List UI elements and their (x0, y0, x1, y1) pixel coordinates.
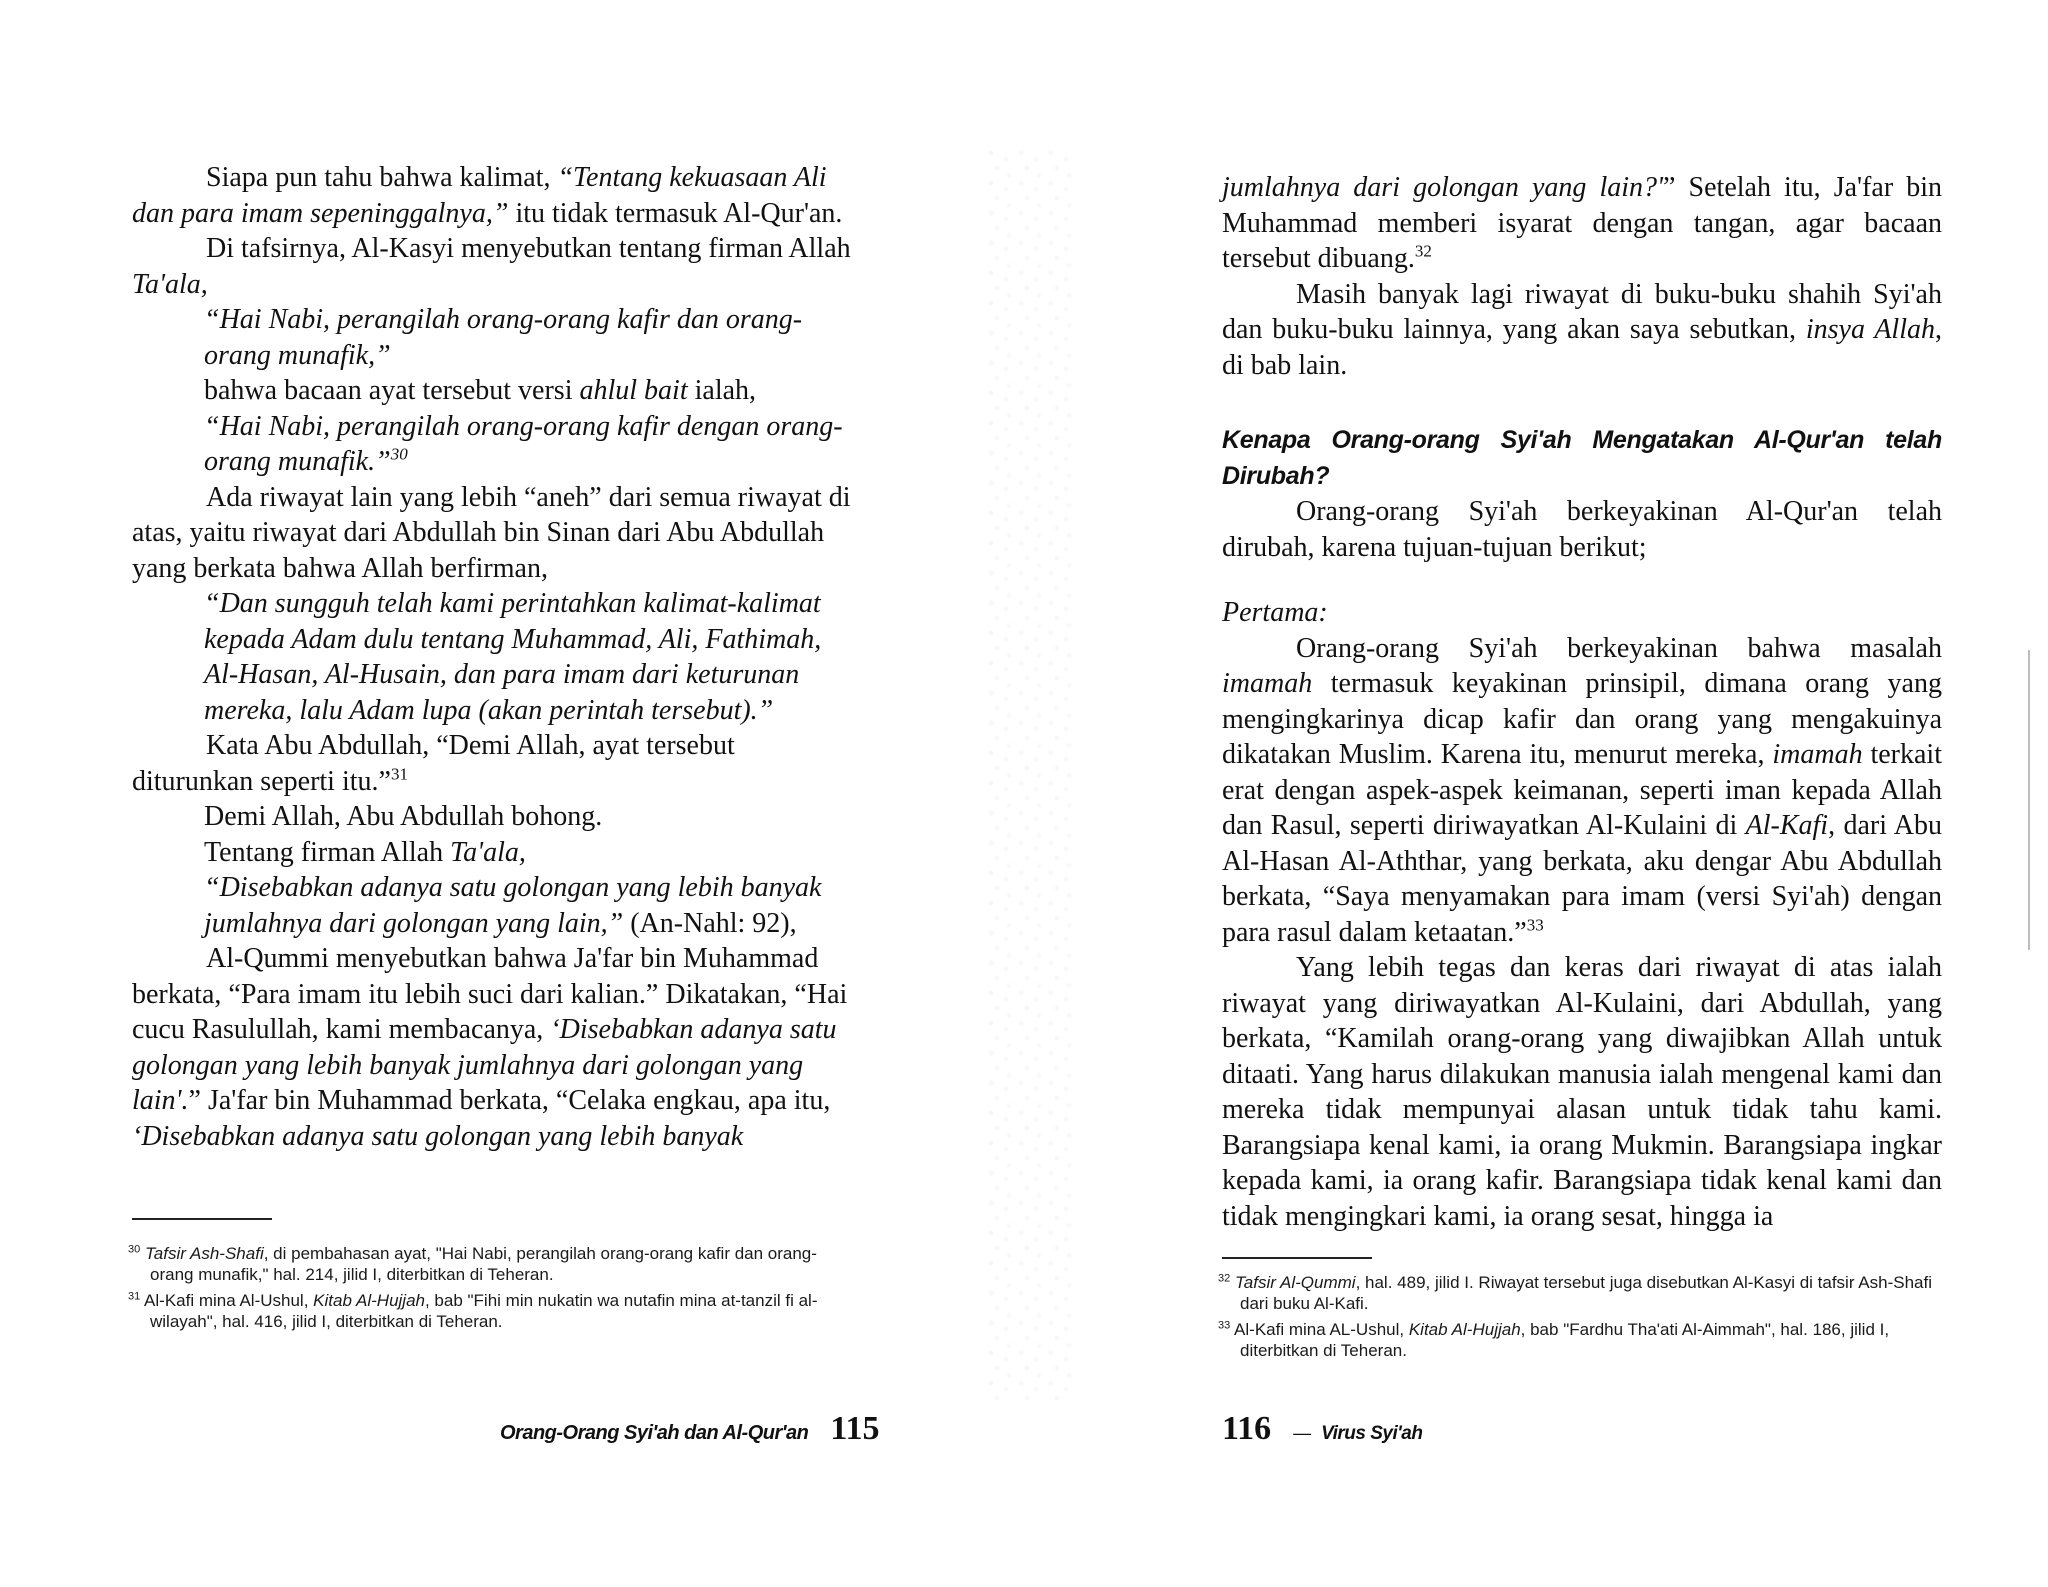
paragraph: Siapa pun tahu bahwa kalimat, “Tentang kekuasaan Ali dan para imam sepeninggalnya,” itu tidak termasuk Al-Qur'an. (132, 162, 843, 229)
footnote-ref: 30 (390, 444, 408, 464)
paragraph: Masih banyak lagi riwayat di buku-buku shahih Syi'ah dan buku-buku lainnya, yang akan saya sebutkan, insya Allah, di bab lain. (1222, 278, 1942, 381)
footnote: $^{32}$ Tafsir Al-Qummi, hal. 489, jilid I. Riwayat tersebut juga disebutkan Al-Kasyi di tafsir Ash-Shafi dari buku Al-Kafi. (1218, 1272, 1932, 1313)
footnote-ref: 31 (390, 764, 408, 784)
paragraph: Kata Abu Abdullah, “Demi Allah, ayat tersebut diturunkan seperti itu.”$^{31}$ (132, 730, 735, 797)
footnote-rule (1222, 1257, 1372, 1259)
footnote: $^{30}$ Tafsir Ash-Shafi, di pembahasan ayat, "Hai Nabi, perangilah orang-orang kafir dan orang-orang munafik," hal. 214, jilid I, diterbitkan di Teheran. (128, 1243, 817, 1284)
paragraph: Orang-orang Syi'ah berkeyakinan Al-Qur'an telah dirubah, karena tujuan-tujuan berikut; (1222, 496, 1942, 563)
page-number: 115 (830, 1410, 880, 1447)
page-number: 116 (1222, 1410, 1272, 1447)
right-footnotes (1218, 1272, 1943, 1366)
subheading: Pertama: (1222, 597, 1328, 628)
right-page-footer (1222, 1410, 1422, 1448)
quote: “Dan sungguh telah kami perintahkan kalimat-kalimat kepada Adam dulu tentang Muhammad, Ali, Fathimah, Al-Hasan, Al-Husain, dan para imam dari keturunan mereka, lalu Adam lupa (akan perintah tersebut).” (204, 588, 822, 726)
quote: “Disebabkan adanya satu golongan yang lebih banyak jumlahnya dari golongan yang lain,” (An-Nahl: 92), (204, 872, 822, 939)
paragraph: jumlahnya dari golongan yang lain?'” Setelah itu, Ja'far bin Muhammad memberi isyarat dengan tangan, agar bacaan tersebut dibuang.$^{32}$ (1222, 172, 1943, 274)
quote: “Hai Nabi, perangilah orang-orang kafir dan orang-orang munafik,” (204, 304, 803, 371)
left-footnotes (128, 1243, 843, 1337)
paragraph: Di tafsirnya, Al-Kasyi menyebutkan tentang firman Allah Ta'ala, (132, 233, 851, 300)
page-edge-mark (2028, 650, 2030, 950)
footnote: $^{31}$ Al-Kafi mina Al-Ushul, Kitab Al-Hujjah, bab "Fihi min nukatin wa nutafin mina at-tanzil fi al-wilayah", hal. 416, jilid I, diterbitkan di Teheran. (128, 1290, 818, 1331)
paragraph: bahwa bacaan ayat tersebut versi ahlul bait ialah, (204, 375, 757, 406)
paragraph: Tentang firman Allah Ta'ala, (204, 836, 526, 868)
book-gutter (985, 150, 1075, 1400)
paragraph: Yang lebih tegas dan keras dari riwayat di atas ialah riwayat yang diriwayatkan Al-Kulaini, dari Abdullah, yang berkata, “Kamilah orang-orang yang diwajibkan Allah untuk ditaati. Yang harus dilakukan manusia ialah mengenal kami dan mereka tidak mempunyai alasan untuk tidak tahu kami. Barangsiapa kenal kami, ia orang Mukmin. Barangsiapa ingkar kepada kami, ia orang kafir. Barangsiapa tidak kenal kami dan tidak mengingkari kami, ia orang sesat, hingga ia (1222, 952, 1942, 1232)
paragraph: Demi Allah, Abu Abdullah bohong. (204, 801, 603, 832)
right-page-body (1222, 170, 1942, 1234)
left-page-body (132, 160, 860, 1154)
running-title: Virus Syi'ah (1321, 1423, 1423, 1444)
quote: “Hai Nabi, perangilah orang-orang kafir dengan orang-orang munafik.”$^{30}$ (204, 410, 843, 477)
left-page-footer (500, 1410, 880, 1448)
paragraph: Orang-orang Syi'ah berkeyakinan bahwa masalah imamah termasuk keyakinan prinsipil, dimana orang yang mengingkarinya dicap kafir dan orang yang mengakuinya dikatakan Muslim. Karena itu, menurut mereka, imamah terkait erat dengan aspek-aspek keimanan, seperti iman kepada Allah dan Rasul, seperti diriwayatkan Al-Kulaini di Al-Kafi, dari Abu Al-Hasan Al-Aththar, yang berkata, aku dengar Abu Abdullah berkata, “Saya menyamakan para imam (versi Syi'ah) dengan para rasul dalam ketaatan.”$^{33}$ (1222, 632, 1942, 948)
footnote-rule (132, 1218, 272, 1220)
running-title: Orang-Orang Syi'ah dan Al-Qur'an (500, 1422, 809, 1444)
section-heading: Kenapa Orang-orang Syi'ah Mengatakan Al-Qur'an telah Dirubah? (1222, 426, 1942, 490)
paragraph: Ada riwayat lain yang lebih “aneh” dari semua riwayat di atas, yaitu riwayat dari Abdullah bin Sinan dari Abu Abdullah yang berkata bahwa Allah berfirman, (132, 481, 851, 584)
footnote: $^{33}$ Al-Kafi mina AL-Ushul, Kitab Al-Hujjah, bab "Fardhu Tha'ati Al-Aimmah", hal. 186, jilid I, diterbitkan di Teheran. (1218, 1319, 1890, 1360)
footer-dash: — (1293, 1423, 1312, 1443)
paragraph: Al-Qummi menyebutkan bahwa Ja'far bin Muhammad berkata, “Para imam itu lebih suci dari kalian.” Dikatakan, “Hai cucu Rasulullah, kami membacanya, ‘Disebabkan adanya satu golongan yang lebih banyak jumlahnya dari golongan yang lain'.” Ja'far bin Muhammad berkata, “Celaka engkau, apa itu, ‘Disebabkan adanya satu golongan yang lebih banyak (132, 943, 848, 1152)
footnote-ref: 32 (1414, 241, 1432, 261)
footnote-ref: 33 (1526, 915, 1544, 935)
